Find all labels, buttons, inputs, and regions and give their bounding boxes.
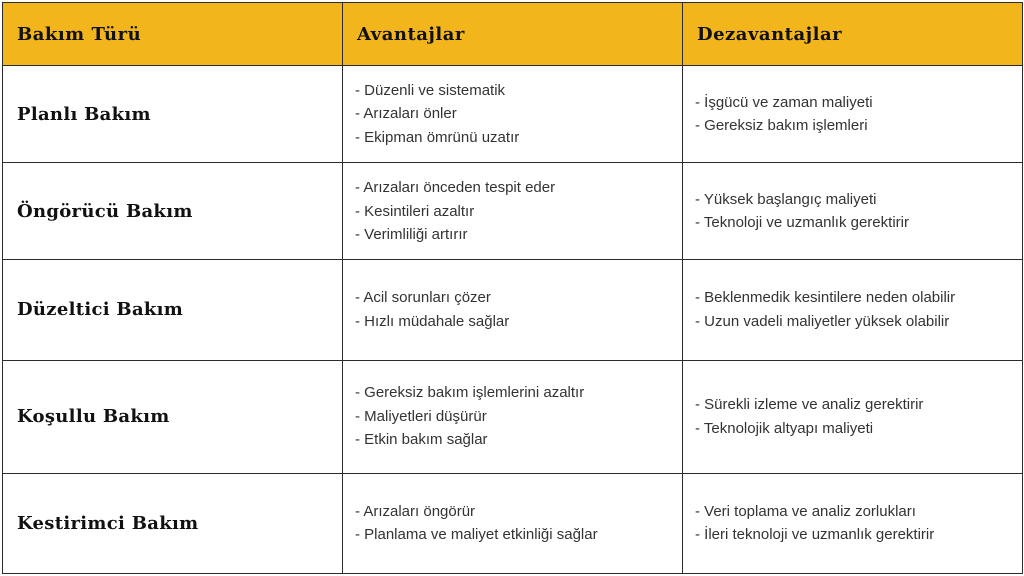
list-item: - İşgücü ve zaman maliyeti [695,93,873,111]
advantages-list [355,500,682,547]
advantages-cell [343,360,683,473]
list-item: - Arızaları önler [355,105,457,123]
disadvantages-list [695,393,1022,440]
header-disadvantages: Dezavantajlar [683,3,1023,66]
list-item: - Verimliliği artırır [355,226,468,244]
list-item: - Acil sorunları çözer [355,289,491,307]
disadvantages-cell [683,360,1023,473]
disadvantages-cell [683,66,1023,163]
advantages-cell [343,260,683,360]
table-body [3,66,1023,574]
advantages-list [355,176,682,247]
table-row [3,163,1023,260]
list-item: - Yüksek başlangıç maliyeti [695,190,877,208]
list-item: - Teknoloji ve uzmanlık gerektirir [695,214,909,232]
list-item: - Teknolojik altyapı maliyeti [695,419,874,437]
header-advantages: Avantajlar [343,3,683,66]
table-header [3,3,1023,66]
header-maintenance-type: Bakım Türü [3,3,343,66]
list-item: - Uzun vadeli maliyetler yüksek olabilir [695,312,950,330]
list-item: - Planlama ve maliyet etkinliği sağlar [355,526,598,544]
table-row [3,260,1023,360]
advantages-cell [343,163,683,260]
advantages-list [355,286,682,333]
table-row [3,473,1023,573]
list-item: - Ekipman ömrünü uzatır [355,128,520,146]
list-item: - Arızaları önceden tespit eder [355,179,556,197]
list-item: - Hızlı müdahale sağlar [355,312,510,330]
advantages-cell [343,66,683,163]
disadvantages-list [695,500,1022,547]
list-item: - Düzenli ve sistematik [355,81,506,99]
table-row [3,66,1023,163]
disadvantages-cell [683,260,1023,360]
table-row [3,360,1023,473]
disadvantages-cell [683,473,1023,573]
maintenance-type-cell: Planlı Bakım [3,66,343,163]
disadvantages-list [695,188,1022,235]
list-item: - Gereksiz bakım işlemleri [695,117,868,135]
list-item: - Gereksiz bakım işlemlerini azaltır [355,384,585,402]
disadvantages-cell [683,163,1023,260]
list-item: - Veri toplama ve analiz zorlukları [695,502,916,520]
maintenance-comparison-table [2,2,1023,574]
list-item: - Sürekli izleme ve analiz gerektirir [695,396,924,414]
header-row [3,3,1023,66]
advantages-list [355,381,682,452]
advantages-list [355,79,682,150]
maintenance-type-cell: Düzeltici Bakım [3,260,343,360]
disadvantages-list [695,286,1022,333]
disadvantages-list [695,91,1022,138]
list-item: - Beklenmedik kesintilere neden olabilir [695,289,956,307]
list-item: - Etkin bakım sağlar [355,431,488,449]
list-item: - Kesintileri azaltır [355,202,475,220]
maintenance-type-cell: Kestirimci Bakım [3,473,343,573]
maintenance-type-cell: Koşullu Bakım [3,360,343,473]
list-item: - İleri teknoloji ve uzmanlık gerektirir [695,526,935,544]
maintenance-type-cell: Öngörücü Bakım [3,163,343,260]
list-item: - Arızaları öngörür [355,502,476,520]
advantages-cell [343,473,683,573]
list-item: - Maliyetleri düşürür [355,407,487,425]
